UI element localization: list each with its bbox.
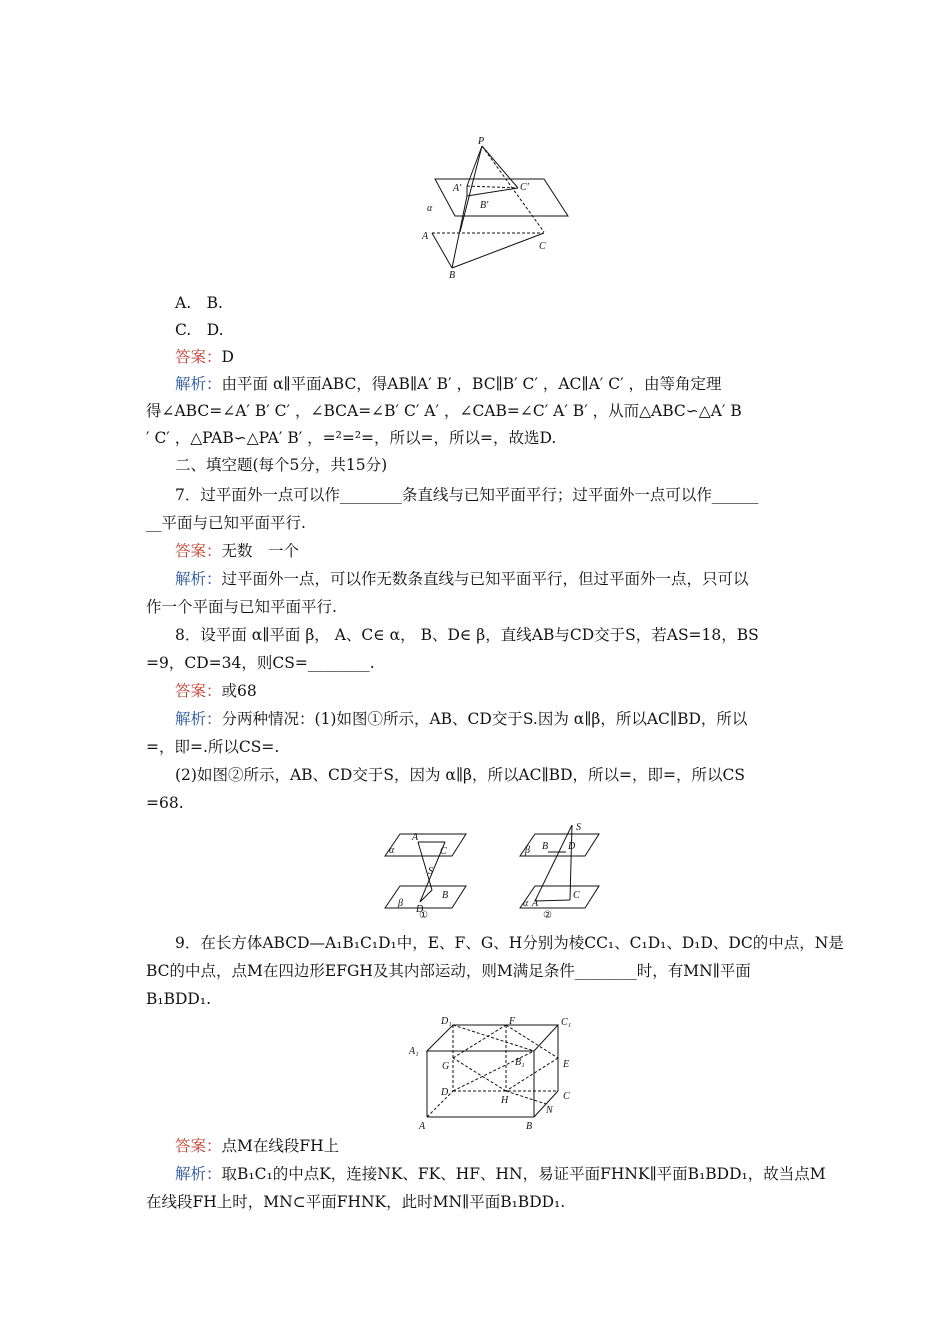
fig2-label: D: [416, 904, 424, 915]
fig1-label: C: [539, 241, 546, 252]
answer-text: 或68: [221, 682, 257, 700]
fig3-label: A₁: [409, 1046, 419, 1057]
jiexi-label: 解析：: [175, 1165, 222, 1183]
fig1-label: B: [449, 270, 456, 281]
fig3-label: A: [419, 1121, 426, 1132]
jiexi-label: 解析：: [175, 375, 222, 393]
fig3-label: C: [563, 1091, 570, 1102]
jiexi-line: =，即=.所以CS=.: [146, 738, 280, 756]
answer-line: [175, 681, 257, 701]
fig3-label: C₁: [561, 1017, 572, 1028]
fig3-label: E: [563, 1059, 570, 1070]
question-line: 8．设平面 α∥平面 β， A、C∈ α， B、D∈ β，直线AB与CD交于S，若AS=18，BS: [175, 626, 759, 644]
question-line: BC的中点，点M在四边形EFGH及其内部运动，则M满足条件________时，有MN∥平面: [146, 962, 751, 980]
question-line: B₁BDD₁.: [146, 990, 211, 1008]
figure-pyramid-plane: [405, 132, 575, 282]
jiexi-text: 由平面 α∥平面ABC，得AB∥A′ B′ ，BC∥B′ C′ ，AC∥A′ C′ ，由等角定理: [221, 375, 722, 393]
fig1-label: B′: [480, 200, 489, 211]
fig3-label: F: [509, 1017, 516, 1027]
jiexi-line: 作一个平面与已知平面平行.: [146, 598, 337, 616]
jiexi-text: 过平面外一点，可以作无数条直线与已知平面平行，但过平面外一点，只可以: [221, 570, 749, 588]
answer-line: [175, 347, 234, 367]
fig2-label: α: [523, 898, 529, 909]
fig2-label: β: [398, 898, 403, 909]
jiexi-line: [175, 709, 747, 729]
fig3-label: H: [501, 1095, 509, 1106]
answer-text: 无数 一个: [221, 542, 300, 560]
fig2-label: B: [542, 841, 549, 852]
jiexi-line: [175, 374, 722, 394]
answer-label: 答案：: [175, 1137, 222, 1155]
fig1-label: A: [422, 231, 429, 242]
jiexi-line: ′ C′ ，△PAB∽△PA′ B′ ，=²=²=，所以=，所以=，故选D.: [146, 429, 557, 447]
jiexi-label: 解析：: [175, 710, 222, 728]
answer-label: 答案：: [175, 682, 222, 700]
fig1-label: C′: [520, 182, 529, 193]
fig2-label: β: [525, 845, 530, 856]
fig3-label: G: [442, 1061, 450, 1072]
fig3-label: B: [526, 1121, 533, 1132]
fig2-label: A: [532, 898, 539, 909]
fig2-label: α: [389, 845, 395, 856]
fig1-label: A′: [453, 183, 462, 194]
jiexi-line: 得∠ABC=∠A′ B′ C′ ，∠BCA=∠B′ C′ A′ ，∠CAB=∠C′ A′ B′ ，从而△ABC∽△A′ B: [146, 402, 742, 420]
answer-text: 点M在线段FH上: [221, 1137, 340, 1155]
jiexi-text: 分两种情况：(1)如图①所示，AB、CD交于S.因为 α∥β，所以AC∥BD，所以: [221, 710, 748, 728]
fig3-label: B₁: [515, 1057, 525, 1068]
section-heading: 二、填空题(每个5分，共15分): [175, 456, 388, 474]
question-line: __平面与已知平面平行.: [146, 514, 306, 532]
fig2-label: S: [576, 822, 581, 833]
answer-line: [175, 1136, 339, 1156]
jiexi-line: =68.: [146, 794, 184, 812]
fig3-label: D: [441, 1087, 449, 1098]
fig2-label: S: [428, 866, 433, 877]
answer-label: 答案：: [175, 542, 222, 560]
answer-label: 答案：: [175, 348, 222, 366]
jiexi-text: 取B₁C₁的中点K，连接NK、FK、HF、HN，易证平面FHNK∥平面B₁BDD₁，故当点M: [221, 1165, 826, 1183]
answer-text: D: [221, 348, 234, 366]
jiexi-line: 在线段FH上时，MN⊂平面FHNK，此时MN∥平面B₁BDD₁.: [146, 1193, 566, 1211]
jiexi-line: (2)如图②所示，AB、CD交于S，因为 α∥β，所以AC∥BD，所以=，即=，所以CS: [175, 766, 745, 784]
figure-cuboid: [405, 1017, 580, 1133]
fig3-label: N: [546, 1105, 553, 1116]
fig2-label: B: [442, 890, 449, 901]
question-line: =9，CD=34，则CS=________.: [146, 654, 375, 672]
jiexi-line: [175, 569, 749, 589]
fig2-label: D: [568, 841, 576, 852]
fig2-case-number: ①: [419, 910, 428, 918]
jiexi-line: [175, 1164, 826, 1184]
question-line: 9．在长方体ABCD—A₁B₁C₁D₁中，E、F、G、H分别为棱CC₁、C₁D₁、D₁D、DC的中点，N是: [175, 934, 844, 952]
answer-line: [175, 541, 299, 561]
fig1-label: P: [478, 136, 485, 147]
fig2-label: C: [440, 846, 447, 857]
fig3-label: D₁: [441, 1017, 452, 1027]
option-line: A. B.: [175, 294, 223, 312]
fig1-label: α: [427, 203, 433, 214]
fig2-label: A: [412, 832, 419, 843]
question-line: 7．过平面外一点可以作________条直线与已知平面平行；过平面外一点可以作______: [175, 486, 759, 504]
option-line: C. D.: [175, 321, 224, 339]
jiexi-label: 解析：: [175, 570, 222, 588]
fig2-label: C: [573, 890, 580, 901]
fig2-case-number: ②: [543, 910, 552, 918]
figure-two-cases: [380, 822, 610, 918]
